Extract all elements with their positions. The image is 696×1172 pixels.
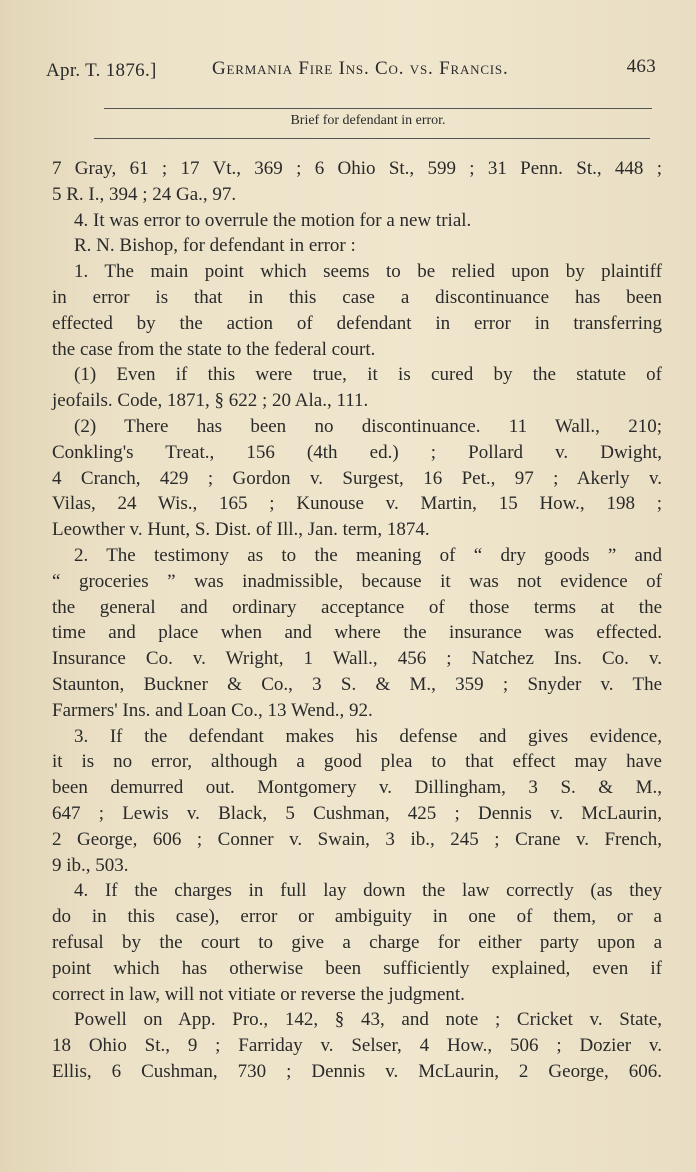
text-line: 4. It was error to overrule the motion for a new trial. <box>74 209 472 231</box>
text-line: Insurance Co. v. Wright, 1 Wall., 456 ; Natchez Ins. Co. v. <box>52 648 662 670</box>
text-line: 9 ib., 503. <box>52 854 129 876</box>
text-line: 3. If the defendant makes his defense and gives evidence, <box>74 725 662 747</box>
text-line: in error is that in this case a discontinuance has been <box>52 286 662 308</box>
text-line: refusal by the court to give a charge for either party upon a <box>52 931 662 953</box>
text-line: 7 Gray, 61 ; 17 Vt., 369 ; 6 Ohio St., 599 ; 31 Penn. St., 448 ; <box>52 158 662 179</box>
text-line: 18 Ohio St., 9 ; Farriday v. Selser, 4 How., 506 ; Dozier v. <box>52 1035 662 1057</box>
text-line: effected by the action of defendant in error in transferring <box>52 312 662 334</box>
text-line: point which has otherwise been sufficiently explained, even if <box>52 957 662 979</box>
brief-text <box>52 156 662 1085</box>
text-line: Vilas, 24 Wis., 165 ; Kunouse v. Martin, 15 How., 198 ; <box>52 493 662 515</box>
running-head <box>46 56 656 86</box>
page-number: 463 <box>626 56 656 77</box>
text-line: Ellis, 6 Cushman, 730 ; Dennis v. McLaurin, 2 George, 606. <box>52 1060 662 1082</box>
text-line: Farmers' Ins. and Loan Co., 13 Wend., 92. <box>52 699 373 721</box>
text-line: correct in law, will not vitiate or reverse the judgment. <box>52 983 465 1005</box>
text-line: the general and ordinary acceptance of those terms at the <box>52 596 662 618</box>
text-line: Staunton, Buckner & Co., 3 S. & M., 359 ; Snyder v. The <box>52 673 662 695</box>
text-line: (2) There has been no discontinuance. 11 Wall., 210; <box>74 415 662 437</box>
header-rule-bottom <box>94 138 650 139</box>
text-line: Conkling's Treat., 156 (4th ed.) ; Pollard v. Dwight, <box>52 441 662 463</box>
text-line: (1) Even if this were true, it is cured by the statute of <box>74 364 662 386</box>
text-line: the case from the state to the federal court. <box>52 338 376 360</box>
text-line: 2. The testimony as to the meaning of “ dry goods ” and <box>74 544 662 566</box>
text-line: 5 R. I., 394 ; 24 Ga., 97. <box>52 183 237 205</box>
section-subheading: Brief for defendant in error. <box>290 113 446 128</box>
text-line: been demurred out. Montgomery v. Dillingham, 3 S. & M., <box>52 777 662 799</box>
text-line: 1. The main point which seems to be relied upon by plaintiff <box>74 261 662 283</box>
text-line: 2 George, 606 ; Conner v. Swain, 3 ib., 245 ; Crane v. French, <box>52 828 662 850</box>
text-line: “ groceries ” was inadmissible, because it was not evidence of <box>52 570 662 592</box>
text-line: 647 ; Lewis v. Black, 5 Cushman, 425 ; Dennis v. McLaurin, <box>52 802 662 824</box>
text-line: 4. If the charges in full lay down the law correctly (as they <box>74 880 662 902</box>
text-line: jeofails. Code, 1871, § 622 ; 20 Ala., 111. <box>52 390 369 412</box>
term-label: Apr. T. 1876.] <box>46 60 157 81</box>
text-line: time and place when and where the insurance was effected. <box>52 622 662 644</box>
text-line: it is no error, although a good plea to that effect may have <box>52 751 662 773</box>
text-line: Powell on App. Pro., 142, § 43, and note ; Cricket v. State, <box>74 1009 662 1031</box>
case-title: Germania Fire Ins. Co. vs. Francis. <box>212 58 509 79</box>
text-line: R. N. Bishop, for defendant in error : <box>74 235 356 257</box>
header-rule-top <box>104 108 652 109</box>
text-line: Leowther v. Hunt, S. Dist. of Ill., Jan. term, 1874. <box>52 519 430 541</box>
text-line: 4 Cranch, 429 ; Gordon v. Surgest, 16 Pet., 97 ; Akerly v. <box>52 467 662 489</box>
text-line: do in this case), error or ambiguity in one of them, or a <box>52 906 662 928</box>
